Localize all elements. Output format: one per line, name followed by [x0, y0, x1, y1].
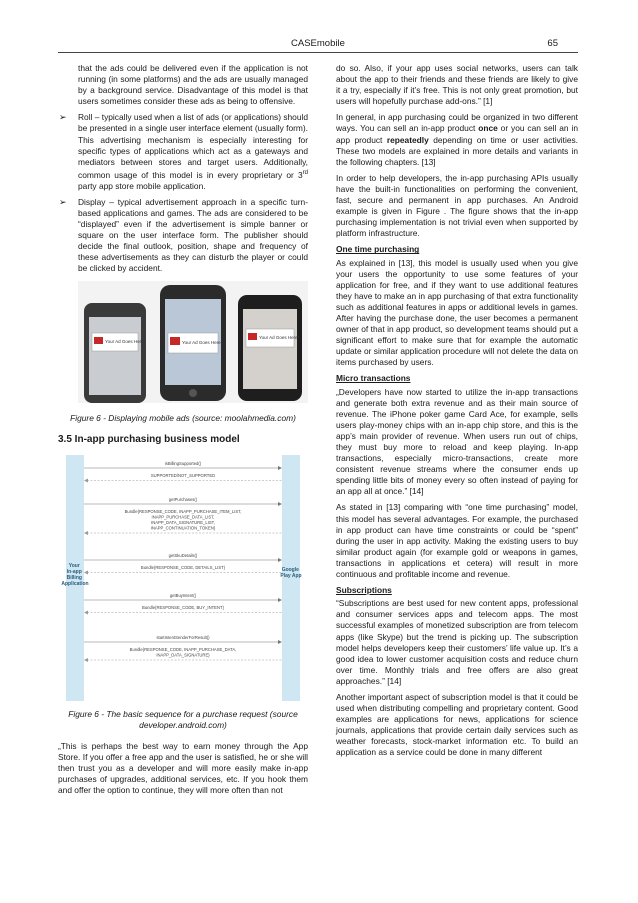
- page-number: 65: [547, 38, 558, 49]
- actor-google-play-app: Google Play App: [280, 566, 302, 579]
- arrow-bullet-icon: ➢: [59, 196, 67, 207]
- reply-label: Bundle{RESPONSE_CODE, INAPP_PURCHASE_DATA,: [129, 646, 237, 652]
- emphasis-repeatedly: repeatedly: [386, 134, 429, 145]
- reply-label: Bundle{RESPONSE_CODE, DETAILS_LIST}: [140, 564, 226, 570]
- bullet-text: party app store mobile application.: [78, 180, 206, 191]
- phone-left: [84, 303, 146, 403]
- paragraph: do so. Also, if your app uses social networks, users can talk about the app to their friends and these friends are likely to give it a try, especially if it’s free. This is not only great promotion, but users will hopefully purchase add-ons.” [1]: [336, 63, 578, 107]
- call-label: getSkuDetails(): [168, 552, 198, 558]
- ad-banner-text: Your Ad Goes Here!: [259, 335, 299, 341]
- closing-paragraph: „This is perhaps the best way to earn money through the App Store. If you offer a free app and the user is satisfied, he or she will then trust you as a developer and will more easily make in-app purchases of upgrades, additional services, etc. If you hook them and offer the option to continue, they will more often than not: [58, 740, 308, 796]
- reply-label: Bundle{RESPONSE_CODE, INAPP_PURCHASE_ITEM_LIST,: [124, 508, 242, 514]
- reply-label: SUPPORTED/NOT_SUPPORTED: [150, 472, 216, 478]
- subheading-subscriptions: Subscriptions: [336, 585, 392, 596]
- reply-label: INAPP_DATA_SIGNATURE_LIST,: [151, 519, 215, 525]
- purchase-sequence-diagram: [58, 453, 308, 703]
- phone-right: [238, 295, 302, 401]
- call-label: startIntentSenderForResult(): [156, 634, 210, 640]
- intro-continuation: that the ads could be delivered even if the application is not running (in some platforms) and the ads are usually managed by a background service. Disadvantage of this model is that users sometimes consider these ads as being to offensive.: [78, 63, 308, 107]
- ad-banner-text: Your Ad Goes Here!: [182, 340, 222, 346]
- paragraph: “Subscriptions are best used for new content apps, professional and consumer services apps and telecom apps. The most successful examples of monetized subscription are from telecom apps (like Skype) but the trend is picking up. The subscription model helps developers keep their customers’ life value up. It’s a good idea to lower customer acquisition costs and reduce churn over time. Monthly trials and free offers are also great approaches.” [14]: [336, 598, 578, 686]
- call-label: getPurchases(): [168, 496, 198, 502]
- paragraph: As explained in [13], this model is usually used when you give your users the opportunity to use some features of your application for free, and if they want to use additional features they have to make an in app purchasing of that extra functionality such as additional features in apps or additional levels in games. After having the purchase done, the user becomes a permanent owner of that in app product, so development teams should put a significant effort to make sure that for example the automatic update or similar application procedure will not delete the data on items purchased by users.: [336, 257, 578, 368]
- actor-in-app-billing-application: Your In-app Billing Application: [61, 562, 89, 587]
- arrow-bullet-icon: ➢: [59, 112, 67, 123]
- header-title: CASEmobile: [291, 38, 345, 49]
- left-column: [58, 63, 308, 801]
- paragraph: Another important aspect of subscription model is that it could be used when distributing compelling and proprietary content. Good examples are applications for news, applications for science journals, applications that provide certain daily services such as weather forecasts, stock-market information etc. To build an application as a service could be done in many different: [336, 691, 578, 758]
- reply-label: INAPP_PURCHASE_DATA_LIST,: [151, 514, 215, 520]
- subheading-micro-transactions: Micro transactions: [336, 373, 411, 384]
- section-heading: 3.5 In-app purchasing business model: [58, 433, 240, 445]
- paragraph: In general, in app purchasing could be organized in two different ways. You can sell an in-app product once or you can sell an in app product repeatedly depending on time or user activities. These two models are explained in more details and variants in the following chapters. [13]: [336, 112, 578, 167]
- emphasis-once: once: [478, 123, 498, 134]
- ad-banner-text: Your Ad Goes Here!: [105, 339, 145, 345]
- bullet-text: Display – typical advertisement approach in a specific turn-based applications and games. The ads are considered to be “displayed” even if the advertisement is simple banner or square on the user interface form. The publisher should decide the final outlook, position, shape and frequency of these advertisements as they can disturb the player or could be clicked by accident.: [78, 196, 308, 274]
- bullet-text: Roll – typically used when a list of ads (or applications) should be presented in a single user interface element (usually form). This advertising mechanism is especially interesting for specific types of applications which act as a gateways and mediators between stores and target users. Additionally, common usage of this model is in every proprietary or 3: [78, 112, 308, 180]
- reply-label: INAPP_DATA_SIGNATURE}: [156, 652, 210, 658]
- paragraph: As stated in [13] comparing with “one time purchasing” model, this model has several advantages. For example, the purchased in app product can have time constraints or could be “spent” during the user in app activity. Making the existing users to buy similar product again (for example gold or weapons in games, transactions in applications et cetera) will result in more continuous and profitable income and revenue.: [336, 502, 578, 580]
- reply-label: INAPP_CONTINUATION_TOKEN}: [150, 525, 216, 531]
- figure-caption: Figure 6 - The basic sequence for a purchase request (source developer.android.com): [68, 708, 298, 730]
- subheading-one-time-purchasing: One time purchasing: [336, 244, 420, 255]
- paragraph: In order to help developers, the in-app purchasing APIs usually have the built-in functionalities on performing the convenient, fast, secure and permanent in app purchases. An Android example is given in Figure . The figure shows that the in-app purchasing implementation is not trivial even when supported by platform infrastructure.: [336, 172, 578, 239]
- superscript: rd: [302, 169, 308, 176]
- phone-middle: [160, 285, 226, 401]
- bullet-display: [58, 197, 308, 275]
- bullet-roll: [58, 112, 308, 191]
- paragraph: „Developers have now started to utilize the in-app transactions and generate both extra revenue and as their main source of revenue. The iPhone poker game Card Ace, for example, sells users play-money chips with an in-app chip store, and this is the app’s main provider of revenue. When users run out of chips, they must buy more to reload and keep playing. In-app transactions, especially micro-transactions, create more consistent revenue streams where the consumer ends up spending little bits of money every so often instead of paying for an app all at once.” [14]: [336, 386, 578, 497]
- mobile-ads-photo: [78, 281, 308, 403]
- figure-caption: Figure 6 - Displaying mobile ads (source: moolahmedia.com): [70, 412, 296, 423]
- right-column: [336, 63, 578, 764]
- reply-label: Bundle{RESPONSE_CODE, BUY_INTENT}: [142, 604, 224, 610]
- running-header: [58, 36, 578, 53]
- call-label: isBillingSupported(): [164, 460, 202, 466]
- call-label: getBuyIntent(): [169, 592, 197, 598]
